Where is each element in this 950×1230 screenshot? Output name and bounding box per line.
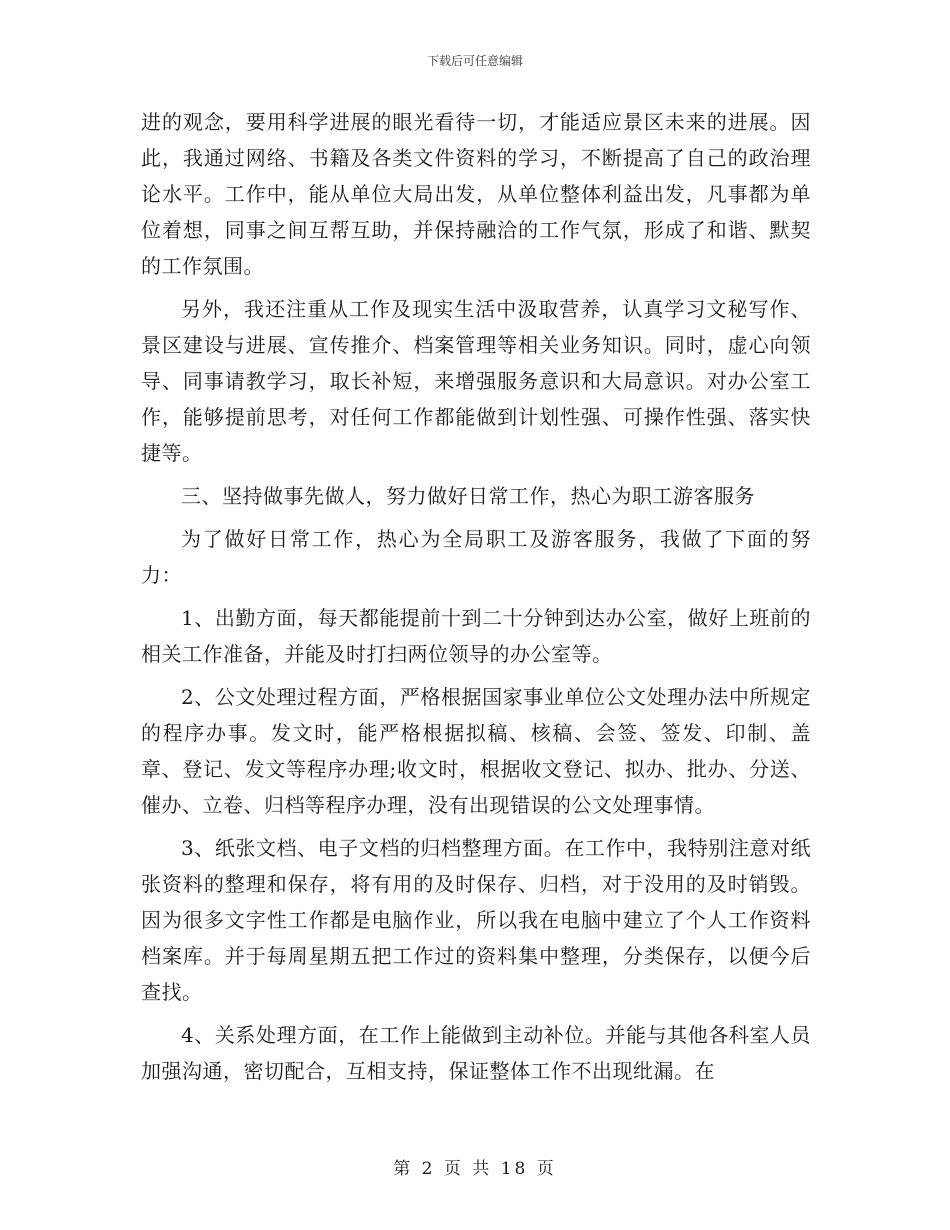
document-body — [141, 104, 811, 1096]
page-number: 第 2 页 共 18 页 — [393, 1159, 557, 1179]
list-item: 1、出勤方面，每天都能提前十到二十分钟到达办公室，做好上班前的相关工作准备，并能及时打扫两位领导的办公室等。 — [141, 606, 811, 666]
section-heading: 三、坚持做事先做人，努力做好日常工作，热心为职工游客服务 — [181, 484, 755, 508]
paragraph: 另外，我还注重从工作及现实生活中汲取营养，认真学习文秘写作、景区建设与进展、宣传推介、档案管理等相关业务知识。同时，虚心向领导、同事请教学习，取长补短，来增强服务意识和大局意识。对办公室工作，能够提前思考，对任何工作都能做到计划性强、可操作性强、落实快捷等。 — [141, 297, 811, 465]
paragraph-continuation: 进的观念，要用科学进展的眼光看待一切，才能适应景区未来的进展。因此，我通过网络、书籍及各类文件资料的学习，不断提高了自己的政治理论水平。工作中，能从单位大局出发，从单位整体利益出发，凡事都为单位着想，同事之间互帮互助，并保持融洽的工作气氛，形成了和谐、默契的工作氛围。 — [141, 110, 811, 278]
list-item: 2、公文处理过程方面，严格根据国家事业单位公文处理办法中所规定的程序办事。发文时，能严格根据拟稿、核稿、会签、签发、印制、盖章、登记、发文等程序办理;收文时，根据收文登记、拟办、批办、分送、催办、立卷、归档等程序办理，没有出现错误的公文处理事情。 — [141, 685, 811, 817]
page-header-note: 下载后可任意编辑 — [426, 54, 523, 68]
list-item: 3、纸张文档、电子文档的归档整理方面。在工作中，我特别注意对纸张资料的整理和保存，将有用的及时保存、归档，对于没用的及时销毁。因为很多文字性工作都是电脑作业，所以我在电脑中建立了个人工作资料档案库。并于每周星期五把工作过的资料集中整理，分类保存，以便今后查找。 — [141, 836, 811, 1004]
list-item: 4、关系处理方面，在工作上能做到主动补位。并能与其他各科室人员加强沟通，密切配合，互相支持，保证整体工作不出现纰漏。在 — [141, 1023, 811, 1083]
paragraph: 为了做好日常工作，热心为全局职工及游客服务，我做了下面的努力： — [141, 527, 811, 587]
